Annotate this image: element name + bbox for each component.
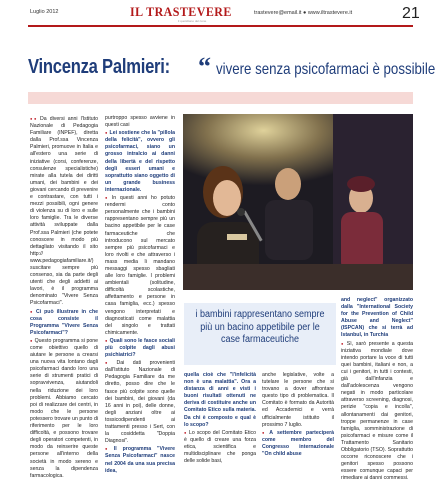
question: ● Quali sono le fasce sociali più colpite dagli abusi psichiatrici? bbox=[105, 337, 175, 359]
bullet-icon: ●● bbox=[30, 116, 39, 121]
bullet-icon: ● bbox=[341, 340, 345, 346]
paragraph: ●● Da diversi anni l'Istituto Nazionale di Pedagogia Familiare (INPEF), diretta dalla Prof.ssa Vincenza Palmieri, promuove in Italia e all'estero una serie di iniziative (corsi, conferenze, consulenze specialistiche) mirate alla tutela dei diritti umani, dei bambini e dei giovani cercando di prevenire e contrastare, con tutti i mezzi possibili, ogni genere di violenza su di loro e sulle loro famiglie. Tra le diverse attività sviluppate dalla Prof.ssa Palmieri (che potete conoscere in modo più dettagliato visitando il sito http:// www.pedagogiafamiliare.it/) suscitare sempre più consenso, sia da parte degli utenti che degli addetti ai lavori, è il programma denominato "Vivere Senza Psicofarmaci". bbox=[30, 116, 98, 307]
question: and neglect" organizzato dalla "International Society for the Prevention of Child Abuse and Neglect" (ISPCAN) che si terrà ad Istanbul, in Turchia bbox=[341, 297, 413, 339]
newspaper-logo: IL TRASTEVERE bbox=[130, 4, 232, 19]
article-column-5 bbox=[341, 297, 413, 493]
headline-subtitle: vivere senza psicofarmaci è possibile bbox=[216, 61, 436, 78]
paragraph: anche legislative, volte a tutelare le persone che si trovano a dover affrontare questo tipo di problematica. Il Comitato è formato da Autorità ed Accademici e verrà ufficialmente istituito il prossimo 7 luglio. bbox=[262, 372, 334, 428]
article-column-1 bbox=[30, 115, 98, 493]
bullet-icon: ● bbox=[105, 130, 108, 136]
paragraph: ● Lo scopo del Comitato Etico è quello di creare una forza etica, scientifica e multidisciplinare che ponga delle solide basi, bbox=[184, 429, 256, 465]
newspaper-tagline: il quotidiano del rione bbox=[178, 19, 207, 23]
article-column-4 bbox=[262, 372, 334, 494]
page-number: 21 bbox=[402, 5, 420, 22]
paragraph: purtroppo spesso avviene in questi casi bbox=[105, 115, 175, 129]
question: quella cioè che "l'infelicità non è una malattia". Ora a distanza di anni e visti i buoni risultati ottenuti ne deriva di costituire anche un Comitato Etico sulla materia. Da chi è composto e qual è lo scopo? bbox=[184, 372, 256, 428]
photo-illustration bbox=[183, 114, 413, 290]
issue-date: Luglio 2012 bbox=[30, 9, 59, 15]
article-column-2 bbox=[105, 115, 175, 493]
bullet-icon: ● bbox=[105, 337, 108, 343]
question: ● Il programma "Vivere Senza Psicofarmaci" nasce nel 2004 da una sua precisa idea, bbox=[105, 446, 175, 474]
article-headline bbox=[28, 52, 436, 86]
article-column-3 bbox=[184, 372, 256, 494]
pull-quote bbox=[184, 303, 336, 365]
page-header bbox=[0, 0, 441, 28]
article-photo bbox=[183, 114, 413, 290]
headline-name: Vincenza Palmieri: bbox=[28, 56, 170, 78]
question: ● Ci può illustrare in che cosa consiste il Programma "Vivere Senza Psicofarmaci"? bbox=[30, 308, 98, 336]
bullet-icon: ● bbox=[105, 195, 110, 201]
header-divider bbox=[28, 25, 413, 27]
bullet-icon: ● bbox=[105, 360, 115, 366]
bullet-icon: ● bbox=[184, 429, 188, 435]
paragraph: ● Questo programma si pone come obiettivo quello di aiutare le persone a crearsi una nuova vita lontano dagli psicofarmaci dando loro una serie di strumenti pratici di sopravvivenza, aiutandoli nella riduzione dei loro problemi. Abbiamo cercato poi di realizzare dei centri, in modo che le persone potessero trovare un punto di riferimento per le loro difficoltà, e possono trovare degli operatori competenti, in modo da reinserire queste persone all'interno della società in modo sereno e senza la dipendenza farmacologica. bbox=[30, 337, 98, 479]
paragraph: ● Sì, sarò presente a questa iniziativa mondiale dove intendo portare la voce di tutti quei bambini, italiani e non, a cui i genitori, in tutti i contesti, già dall'infanzia e dall'adolescenza vengono negati in modo particolare attraverso screening, diagnosi, perizie "copia e incolla", allontanamenti dai genitori, troppe permanenze in case famiglia, somministrazione di psicofarmaci e misure come il Trattamento Sanitario Obbligatorio (TSO). Soprattutto occorre riconoscere che i genitori spesso possono essere comunque capaci per rimediare ai danni commessi. bbox=[341, 340, 413, 482]
headline-quote-mark: “ bbox=[198, 52, 211, 81]
bullet-icon: ● bbox=[105, 446, 112, 452]
pull-quote-text: i bambini rappresentano sempre più un bacino appetibile per le case farmaceutiche bbox=[195, 309, 325, 345]
bullet-icon: ● bbox=[262, 429, 268, 435]
bullet-icon: ● bbox=[30, 308, 34, 314]
bullet-icon: ● bbox=[30, 337, 33, 343]
decorative-band bbox=[28, 92, 413, 104]
question: ● A settembre parteciperà come membro del Congresso internazionale "On child abuse bbox=[262, 429, 334, 458]
contact-info: trastevere@email.it ● www.iltrastevere.it bbox=[254, 10, 353, 16]
paragraph: ● Dai dati provenienti dall'Istituto Nazionale di Pedagogia Familiare da me diretto, posso dire che le fasce più colpite sono quelle dei bambini, dei giovani (da 16 anni in poi), delle donne, degli anziani oltre ai tossicodipendenti ai trattamenti presso i Sert, con la cosiddetta "Doppia Diagnosi". bbox=[105, 360, 175, 445]
paragraph: ● In questi anni ho potuto rendermi conto personalmente che i bambini rappresentano sempre più un bacino appetibile per le case farmaceutiche che introducono sul mercato sempre più psicofarmaci e loro rivolti e che attraverso i mass media li mandano messaggi spesso sbagliati alle loro famiglie. I problemi ambientali (solitudine, difficoltà scolastiche, affettamento e persone in casa famiglia, ecc.) spesso vengono interpretati e diagnosticati come malattia del singolo e trattati chimicamente. bbox=[105, 195, 175, 336]
question: ● Lei sostiene che la "pillola della felicità", ovvero gli psicofarmaci, siano un grosso intralcio ai danni della libertà e del rispetto degli esseri umani e soprattutto siano oggetto di un grande business internazionale. bbox=[105, 130, 175, 193]
